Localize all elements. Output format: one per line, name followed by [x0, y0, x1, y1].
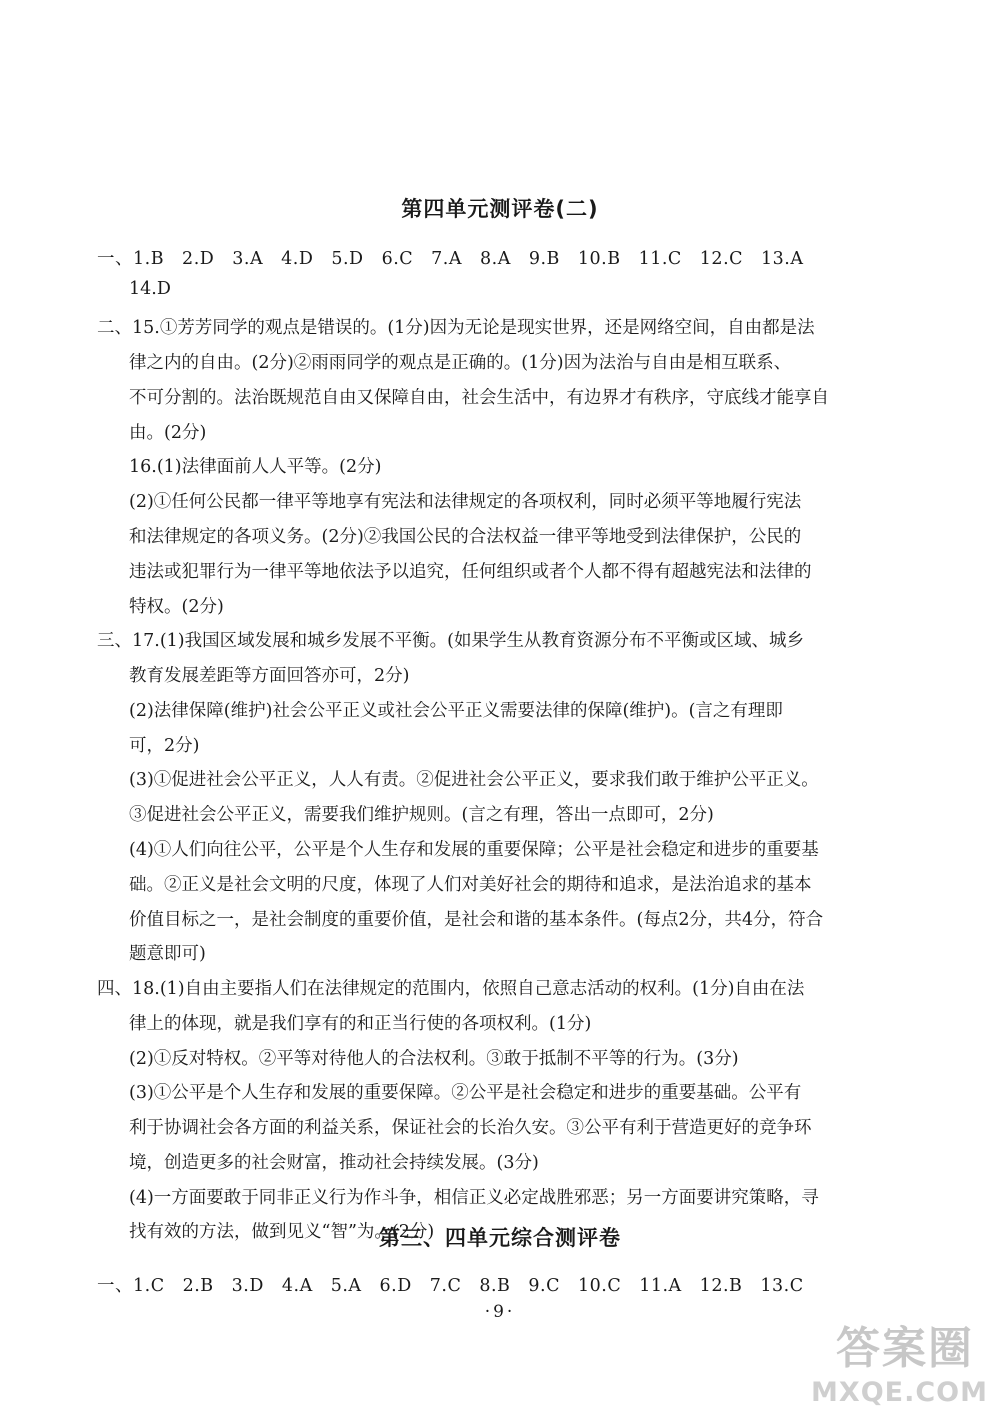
watermark-logo: [811, 1312, 992, 1408]
q17-line-1: 三、17.(1)我国区域发展和城乡发展不平衡。(如果学生从教育资源分布不平衡或区域、城乡: [97, 631, 804, 651]
q15-line-1: 二、15.①芳芳同学的观点是错误的。(1分)因为无论是现实世界，还是网络空间，自由都是法: [97, 318, 815, 338]
q16-line-4: 违法或犯罪行为一律平等地依法予以追究，任何组织或者个人都不得有超越宪法和法律的: [129, 562, 812, 582]
q17-line-9: 价值目标之一，是社会制度的重要价值，是社会和谐的基本条件。(每点2分，共4分，符合: [129, 910, 824, 930]
q17-line-8: 础。②正义是社会文明的尺度，体现了人们对美好社会的期待和追求，是法治追求的基本: [129, 875, 812, 895]
mcq-answers-line-2: 14.D: [129, 279, 171, 299]
q17-line-6: ③促进社会公平正义，需要我们维护规则。(言之有理，答出一点即可，2分): [129, 805, 714, 825]
section-title-unit4-test2: 第四单元测评卷(二): [401, 197, 599, 221]
q17-line-7: (4)①人们向往公平，公平是个人生存和发展的重要保障；公平是社会稳定和进步的重要基: [129, 840, 819, 860]
q18-line-4: (3)①公平是个人生存和发展的重要保障。②公平是社会稳定和进步的重要基础。公平有: [129, 1083, 802, 1103]
q18-line-5: 利于协调社会各方面的利益关系，保证社会的长治久安。③公平有利于营造更好的竞争环: [129, 1118, 812, 1138]
q18-line-6: 境，创造更多的社会财富，推动社会持续发展。(3分): [129, 1153, 539, 1173]
q17-line-2: 教育发展差距等方面回答亦可，2分): [129, 666, 410, 686]
q17-line-10: 题意即可): [129, 944, 206, 964]
q16-line-1: 16.(1)法律面前人人平等。(2分): [129, 457, 382, 477]
watermark-en-text: MXQE.COM: [811, 1377, 988, 1408]
q18-line-3: (2)①反对特权。②平等对待他人的合法权利。③敢于抵制不平等的行为。(3分): [129, 1049, 739, 1069]
q15-line-4: 由。(2分): [129, 423, 207, 443]
section-title-units34-test: 第三、四单元综合测评卷: [379, 1226, 621, 1250]
q18-line-7: (4)一方面要敢于同非正义行为作斗争，相信正义必定战胜邪恶；另一方面要讲究策略，寻: [129, 1188, 819, 1208]
q17-line-3: (2)法律保障(维护)社会公平正义或社会公平正义需要法律的保障(维护)。(言之有理即: [129, 701, 783, 721]
q18-line-2: 律上的体现，就是我们享有的和正当行使的各项权利。(1分): [129, 1014, 592, 1034]
q16-line-2: (2)①任何公民都一律平等地享有宪法和法律规定的各项权利，同时必须平等地履行宪法: [129, 492, 802, 512]
q15-line-3: 不可分割的。法治既规范自由又保障自由，社会生活中，有边界才有秩序，守底线才能享自: [129, 388, 829, 408]
page-number: ·9·: [484, 1302, 516, 1322]
q18-line-1: 四、18.(1)自由主要指人们在法律规定的范围内，依照自己意志活动的权利。(1分)自由在法: [97, 979, 805, 999]
mcq-answers-units34: 一、1.C 2.B 3.D 4.A 5.A 6.D 7.C 8.B 9.C 10.C 11.A 12.B 13.C: [97, 1276, 804, 1296]
q18-line-8: 找有效的方法，做到见义“智”为。(2分): [129, 1222, 435, 1242]
q16-line-5: 特权。(2分): [129, 597, 224, 617]
watermark-cn-text: 答案圈: [836, 1323, 974, 1374]
q15-line-2: 律之内的自由。(2分)②雨雨同学的观点是正确的。(1分)因为法治与自由是相互联系、: [129, 353, 792, 373]
q17-line-4: 可，2分): [129, 736, 200, 756]
mcq-answers-line-1: 一、1.B 2.D 3.A 4.D 5.D 6.C 7.A 8.A 9.B 10.B 11.C 12.C 13.A: [97, 249, 804, 269]
q16-line-3: 和法律规定的各项义务。(2分)②我国公民的合法权益一律平等地受到法律保护，公民的: [129, 527, 802, 547]
q17-line-5: (3)①促进社会公平正义，人人有责。②促进社会公平正义，要求我们敢于维护公平正义。: [129, 770, 819, 790]
